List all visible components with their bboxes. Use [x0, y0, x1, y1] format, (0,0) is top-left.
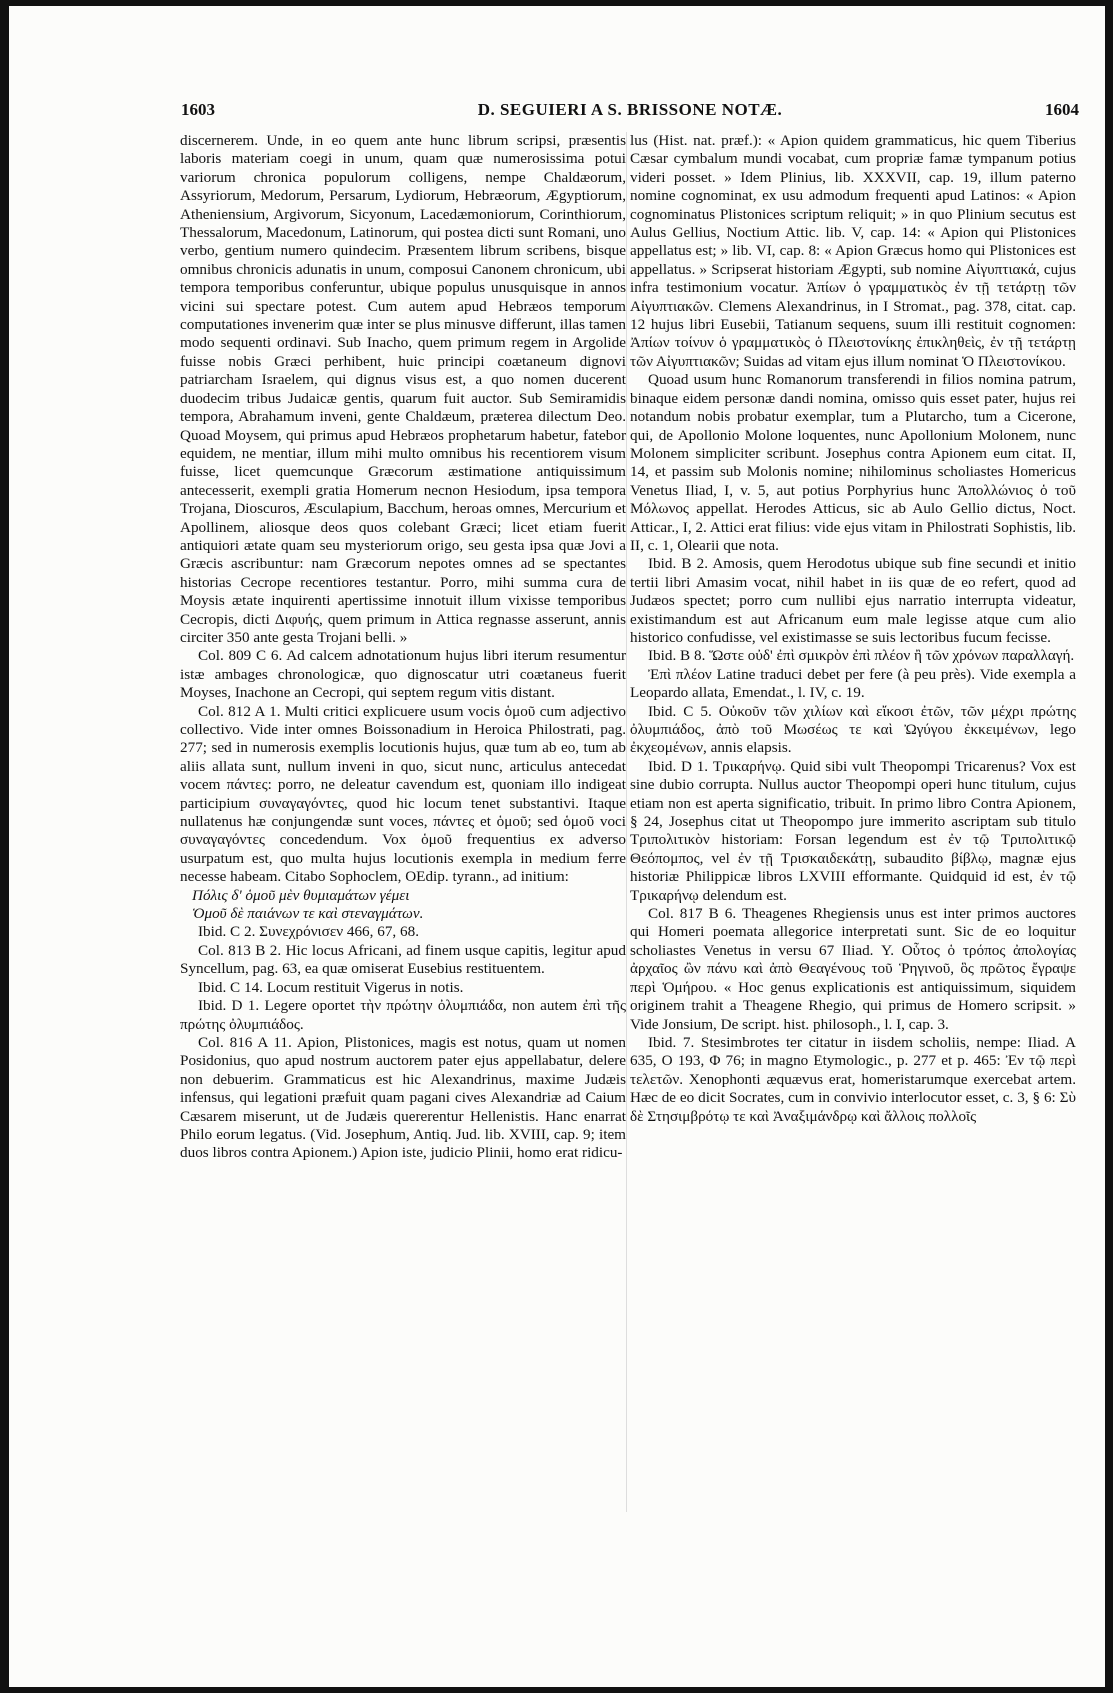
page-edge-bottom	[0, 1687, 1113, 1693]
right-column	[630, 132, 1076, 1126]
paragraph: Ibid. C 5. Οὐκοῦν τῶν χιλίων καὶ εἴκοσι ἐτῶν, τῶν μέχρι πρώτης ὀλυμπιάδος, ἀπὸ τοῦ Μωσέως τε καὶ Ὠγύγου ἐκκειμένων, lego ἐκχεομένων, annis elapsis.	[630, 702, 1076, 757]
paragraph: Ibid. 7. Stesimbrotes ter citatur in iisdem scholiis, nempe: Iliad. A 635, O 193, Φ 76; in magno Etymologic., p. 277 et p. 465: Ἐν τῷ περὶ τελετῶν. Xenophonti æquævus erat, homeristarumque exercebat artem. Hæc de eo dicit Socrates, cum in convivio interlocutor esset, c. 3, § 6: Σὺ δὲ Στησιμβρότῳ τε καὶ Ἀναξιμάνδρῳ καὶ ἄλλοις πολλοῖς	[630, 1033, 1076, 1125]
paragraph: Ibid. B 2. Amosis, quem Herodotus ubique sub fine secundi et initio tertii libri Amasim vocat, nihil habet in iis quæ de eo refert, quod ad Judæos spectet; porro cum nullibi ejus narratio interrupta videatur, existimandum est aut Africanum eum male legisse atque cum alio historico confudisse, vel existimasse se suis lectoribus fucum fecisse.	[630, 555, 1076, 646]
paragraph: Quoad usum hunc Romanorum transferendi in filios nomina patrum, binaque eidem personæ dandi nomina, omisso quis esset pater, hujus rei notandum nobis probatur exemplar, tum a Plutarcho, tum a Cicerone, qui, de Apollonio Molone loquentes, nunc Apollonium Molonem, nunc Molonem simpliciter scribunt. Josephus contra Apionem eum citat. II, 14, et passim sub Molonis nomine; nihilominus scholiastes Homericus Venetus Iliad, I, v. 5, aut potius Porphyrius hunc Ἀπολλώνιος ὁ τοῦ Μόλωνος appellat. Herodes Atticus, sic ab Aulo Gellio dictus, Noct. Atticar., I, 2. Attici erat filius: vide ejus vitam in Philostrati Sophistis, lib. II, c. 1, Olearii que nota.	[630, 371, 1076, 554]
paragraph: Ἐπὶ πλέον Latine traduci debet per fere (à peu près). Vide exempla a Leopardo allata, Emendat., l. IV, c. 19.	[630, 665, 1076, 702]
left-column	[180, 132, 626, 1163]
paragraph: Col. 817 B 6. Theagenes Rhegiensis unus est inter primos auctores qui Homeri poemata allegorice interpretati sunt. Sic de eo loquitur scholiastes Venetus in versu 67 Iliad. Υ. Οὗτος ὁ τρόπος ἀπολογίας ἀρχαῖος ὢν πάνυ καὶ ἀπὸ Θεαγένους τοῦ Ῥηγινοῦ, ὃς πρῶτος ἔγραψε περὶ Ὁμήρου. « Hoc genus explicationis est antiquissimum, siquidem originem trahit a Theagene Rhegio, qui primus de Homero scripsit. » Vide Jonsium, De script. hist. philosoph., l. I, cap. 3.	[630, 905, 1076, 1033]
paragraph: Ibid. C 2. Συνεχρόνισεν 466, 67, 68.	[198, 923, 420, 941]
paragraph: Ibid. D 1. Τρικαρήνῳ. Quid sibi vult Theopompi Tricarenus? Vox est sine dubio corrupta. Nullus auctor Theopompi operi hunc titulum, cujus etiam non est aperta significatio, tribuit. In primo libro Contra Apionem, § 24, Josephus citat ut Theopompo jure immerito ascriptam sub titulo Τριπολιτικὸν historiam: Forsan legendum est ἐν τῷ Τριπολιτικῷ Θεόπομπος, vel ἐν τῇ Τρισκαιδεκάτῃ, subaudito βίβλῳ, magnæ ejus historiæ Philippicæ libros LXVIII efformante. Quidquid id est, ἐν τῷ Τρικαρήνῳ delendum est.	[630, 757, 1076, 904]
paragraph: Col. 809 C 6. Ad calcem adnotationum hujus libri iterum resumentur istæ ambages chronologicæ, quo dignoscatur utri coætaneus fuerit Moyses, Inachone an Cecropi, qui septem regum vitis distant.	[180, 647, 626, 702]
paragraph: lus (Hist. nat. præf.): « Apion quidem grammaticus, hic quem Tiberius Cæsar cymbalum mundi vocabat, cum propriæ famæ tympanum potius videri posset. » Idem Plinius, lib. XXXVII, cap. 19, illum paterno nomine cognominat, ex usu admodum frequenti apud Latinos: « Apion cognominatus Plistonices scriptum reliquit; » in quo Plinium secutus est Aulus Gellius, Noctium Attic. lib. V, cap. 14: « Apion qui Plistonices appellatus est; » lib. VI, cap. 8: « Apion Græcus homo qui Plistonices est appellatus. » Scripserat historiam Ægypti, sub nomine Αἰγυπτιακά, cujus infra testimonium vocatur. Ἀπίων ὁ γραμματικὸς ἐν τῇ τετάρτῃ τῶν Αἰγυπτιακῶν. Clemens Alexandrinus, in I Stromat., pag. 378, citat. cap. 12 hujus libri Eusebii, Tatianum sequens, suum illi restituit cognomen: Ἀπίων τοίνυν ὁ γραμματικὸς ὁ Πλειστονίκης ἐπικληθεὶς, ἐν τῇ τετάρτῃ τῶν Αἰγυπτιακῶν; Suidas ad vitam ejus illum nominat Ὁ Πλειστονίκου.	[630, 132, 1076, 370]
page-number-left: 1603	[181, 100, 215, 119]
running-header	[175, 96, 1085, 130]
paragraph: Ibid. D 1. Legere oportet τὴν πρώτην ὀλυμπιάδα, non autem ἐπὶ τῆς πρώτης ὀλυμπιάδος.	[180, 997, 626, 1033]
column-gutter	[626, 132, 627, 1512]
page-edge-right	[1105, 0, 1113, 1693]
running-title: D. SEGUIERI A S. BRISSONE NOTÆ.	[477, 100, 783, 119]
paragraph: Ibid. C 14. Locum restituit Vigerus in notis.	[198, 978, 464, 996]
page-edge-top	[0, 0, 1113, 6]
paragraph: Ibid. B 8. Ὥστε οὐδ' ἐπὶ σμικρὸν ἐπὶ πλέον ἢ τῶν χρόνων παραλλαγή.	[648, 647, 1075, 665]
verse-line: Πόλις δ' ὁμοῦ μὲν θυμιαμάτων γέμει	[192, 886, 410, 904]
paragraph: Col. 813 B 2. Hic locus Africani, ad finem usque capitis, legitur apud Syncellum, pag. 63, ea quæ omiserat Eusebius restituentem.	[180, 941, 626, 978]
verse-line: Ὁμοῦ δὲ παιάνων τε καὶ στεναγμάτων.	[192, 905, 424, 923]
paragraph: Col. 816 A 11. Apion, Plistonices, magis est notus, quam ut nomen Posidonius, quo apud nostrum auctorem pater ejus appellabatur, delere non debuerim. Grammaticus est hic Alexandrinus, maxime Judæis infensus, qui legationi præfuit quam pagani cives Alexandriæ ad Caium Cæsarem miserunt, ut de Judæis quererentur Hellenistis. Hanc enarrat Philo eorum legatus. (Vid. Josephum, Antiq. Jud. lib. XVIII, cap. 9; item duos libros contra Apionem.) Apion iste, judicio Plinii, homo erat ridicu-	[180, 1033, 626, 1162]
page-number-right: 1604	[1045, 100, 1079, 119]
paragraph: Col. 812 A 1. Multi critici explicuere usum vocis ὁμοῦ cum adjectivo collectivo. Vide inter omnes Boissonadium in Heroica Philostrati, pag. 277; sed in numerosis exemplis locutionis hujus, quæ tum ab eo, tum ab aliis allata sunt, nullum inveni in quo, sicut nunc, articulus antecedat vocem πάντες: porro, ne deleatur cavendum est, quoniam illo indigeat participium συναγαγόντες, quod hic locum tenet substantivi. Itaque nullatenus hæ conjungendæ sunt voces, πάντες et ὁμοῦ; sed ὁμοῦ voci συναγαγόντες concedendum. Vox ὁμοῦ frequentius ex adverso usurpatum est, quo multa hujus locutionis exempla in medium ferre necesse habeam. Citabo Sophoclem, OEdip. tyrann., ad initium:	[180, 702, 626, 886]
paragraph: discernerem. Unde, in eo quem ante hunc librum scripsi, præsentis laboris materiam coegi in unum, quam quæ numerosissima potui variorum chronica populorum colligens, nempe Chaldæorum, Assyriorum, Medorum, Persarum, Lydiorum, Hebræorum, Ægyptiorum, Atheniensium, Argivorum, Sicyonum, Lacedæmoniorum, Corinthiorum, Thessalorum, Macedonum, Latinorum, qui postea dicti sunt Romani, uno verbo, gentium numero quindecim. Præsentem librum scribens, bisque omnibus chronicis adunatis in unum, composui Canonem chronicum, ubi tempora temporibus conferuntur, ubique populus unusquisque in annos vicini sui spectare potest. Cum autem apud Hebræos temporum computationes invenerim quæ inter se plus minusve differunt, illas tamen modo sequenti ordinavi. Sub Inacho, quem primum regem in Argolide fuisse nobis Græci perhibent, huic principi coætaneum dignovi patriarcham Israelem, qui dignus visus est, a quo nomen ducerent duodecim tribus Judaicæ gentis, quarum fuit auctor. Sub Semiramidis tempora, Abrahamum inveni, gente Chaldæum, præterea dilectum Deo. Quoad Moysem, qui primus apud Hebræos prophetarum habetur, fatebor equidem, ne mentiar, illum mihi multo omnibus his recentiorem visum fuisse, licet quemcunque Græcorum æstimatione antiquissimum antecesserit, exempli gratia Homerum necnon Hesiodum, ipsa tempora Trojana, Dioscuros, Æsculapium, Bacchum, heroas omnes, Mercurium et Apollinem, aliosque deos quos colebant Græci; licet etiam fuerit antiquiori ætate quam seu mysteriorum origo, seu gesta ipsa quæ Jovi a Græcis ascribuntur: nam Græcorum nepotes omnes ad se spectantes historias Cecrope recentiores testantur. Porro, mihi summa cura de Moysis ætate inquirenti apertissime innotuit illum vixisse temporibus Cecropis, dicti Διφυής, quem primum in Attica regnasse asserunt, annis circiter 350 ante gesta Trojani belli. »	[180, 132, 626, 646]
page-edge-left	[0, 0, 9, 1693]
